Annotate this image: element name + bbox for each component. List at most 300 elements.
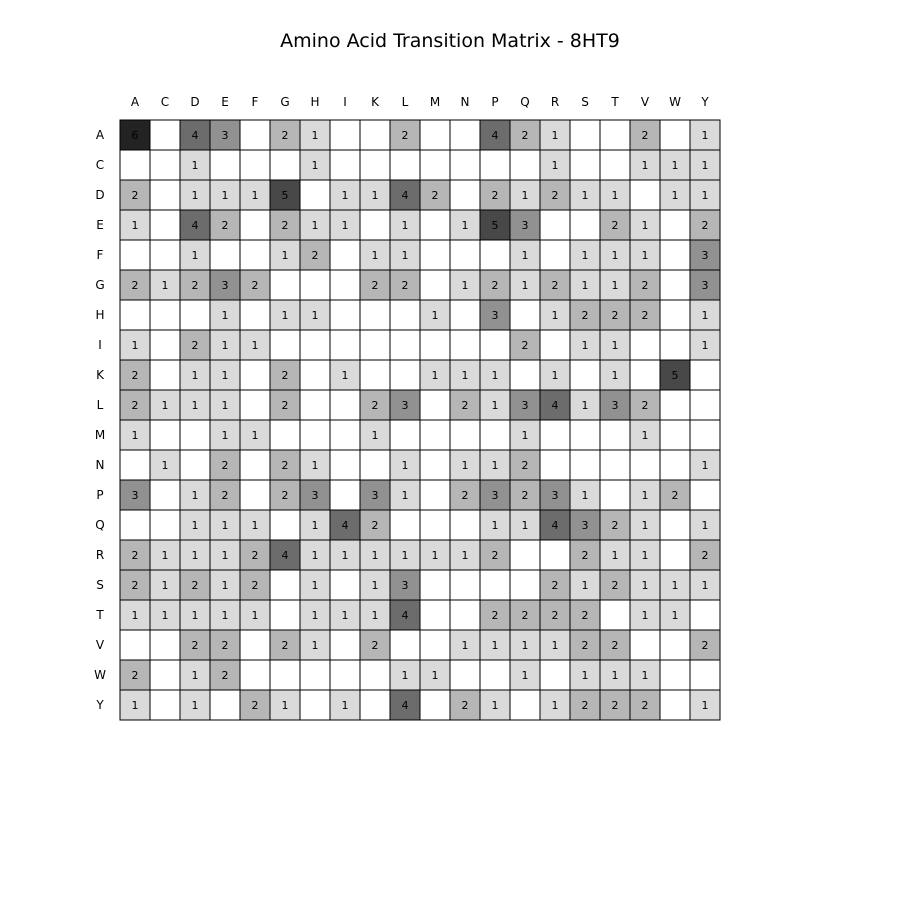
heatmap-cell-S-Q <box>510 570 540 600</box>
cell-value-Q-E: 1 <box>221 519 229 532</box>
heatmap-cell-N-I <box>330 450 360 480</box>
cell-value-K-E: 1 <box>221 369 229 382</box>
cell-value-P-G: 2 <box>281 489 289 502</box>
cell-value-R-L: 1 <box>401 549 409 562</box>
cell-value-V-E: 2 <box>221 639 229 652</box>
cell-value-K-W: 5 <box>671 369 679 382</box>
cell-value-S-K: 1 <box>371 579 379 592</box>
heatmap-cell-I-W <box>660 330 690 360</box>
cell-value-P-Q: 2 <box>521 489 529 502</box>
heatmap-cell-N-A <box>120 450 150 480</box>
heatmap-cell-N-R <box>540 450 570 480</box>
heatmap-cell-V-A <box>120 630 150 660</box>
cell-value-D-L: 4 <box>401 189 409 202</box>
cell-value-R-F: 2 <box>251 549 259 562</box>
heatmap-cell-W-P <box>480 660 510 690</box>
column-label-C: C <box>160 95 170 109</box>
cell-value-R-P: 2 <box>491 549 499 562</box>
cell-value-T-D: 1 <box>191 609 199 622</box>
cell-value-S-Y: 1 <box>701 579 709 592</box>
heatmap-cell-V-I <box>330 630 360 660</box>
cell-value-R-A: 2 <box>131 549 139 562</box>
cell-value-F-T: 1 <box>611 249 619 262</box>
cell-value-R-N: 1 <box>461 549 469 562</box>
heatmap-cell-L-Y <box>690 390 720 420</box>
cell-value-V-K: 2 <box>371 639 379 652</box>
heatmap-cell-V-F <box>240 630 270 660</box>
cell-value-Y-P: 1 <box>491 699 499 712</box>
row-label-K: K <box>96 368 104 382</box>
cell-value-R-T: 1 <box>611 549 619 562</box>
heatmap-cell-M-C <box>150 420 180 450</box>
heatmap-cell-R-W <box>660 540 690 570</box>
heatmap-cell-F-C <box>150 240 180 270</box>
column-label-P: P <box>491 95 499 109</box>
cell-value-Y-T: 2 <box>611 699 619 712</box>
cell-value-N-Y: 1 <box>701 459 709 472</box>
heatmap-cell-W-C <box>150 660 180 690</box>
cell-value-Q-Y: 1 <box>701 519 709 532</box>
cell-value-Q-P: 1 <box>491 519 499 532</box>
cell-value-N-E: 2 <box>221 459 229 472</box>
cell-value-S-R: 2 <box>551 579 559 592</box>
cell-value-S-H: 1 <box>311 579 319 592</box>
heatmap-cell-P-I <box>330 480 360 510</box>
cell-value-E-V: 1 <box>641 219 649 232</box>
cell-value-W-Q: 1 <box>521 669 529 682</box>
cell-value-S-C: 1 <box>161 579 169 592</box>
cell-value-K-P: 1 <box>491 369 499 382</box>
heatmap-cell-F-A <box>120 240 150 270</box>
heatmap-cell-S-P <box>480 570 510 600</box>
heatmap-cell-S-G <box>270 570 300 600</box>
heatmap-cell-N-M <box>420 450 450 480</box>
heatmap-cell-K-C <box>150 360 180 390</box>
cell-value-D-I: 1 <box>341 189 349 202</box>
cell-value-Y-F: 2 <box>251 699 259 712</box>
heatmap-cell-A-C <box>150 120 180 150</box>
row-label-S: S <box>96 578 104 592</box>
heatmap-cell-A-F <box>240 120 270 150</box>
cell-value-V-T: 2 <box>611 639 619 652</box>
cell-value-Y-L: 4 <box>401 699 409 712</box>
heatmap-cell-I-V <box>630 330 660 360</box>
heatmap-cell-L-H <box>300 390 330 420</box>
cell-value-I-E: 1 <box>221 339 229 352</box>
cell-value-R-H: 1 <box>311 549 319 562</box>
heatmap-cell-P-M <box>420 480 450 510</box>
cell-value-A-H: 1 <box>311 129 319 142</box>
heatmap-cell-C-F <box>240 150 270 180</box>
cell-value-H-T: 2 <box>611 309 619 322</box>
cell-value-N-C: 1 <box>161 459 169 472</box>
cell-value-K-N: 1 <box>461 369 469 382</box>
heatmap-cell-A-N <box>450 120 480 150</box>
heatmap-cell-N-F <box>240 450 270 480</box>
heatmap-cell-M-H <box>300 420 330 450</box>
cell-value-A-D: 4 <box>191 129 199 142</box>
cell-value-G-L: 2 <box>401 279 409 292</box>
cell-value-G-A: 2 <box>131 279 139 292</box>
cell-value-R-S: 2 <box>581 549 589 562</box>
cell-value-M-K: 1 <box>371 429 379 442</box>
cell-value-E-Y: 2 <box>701 219 709 232</box>
heatmap-cell-M-W <box>660 420 690 450</box>
cell-value-P-K: 3 <box>371 489 379 502</box>
heatmap-cell-D-H <box>300 180 330 210</box>
row-label-Y: Y <box>96 698 104 712</box>
column-label-M: M <box>429 95 441 109</box>
heatmap-cell-I-H <box>300 330 330 360</box>
row-label-N: N <box>95 458 105 472</box>
cell-value-E-E: 2 <box>221 219 229 232</box>
heatmap-cell-S-M <box>420 570 450 600</box>
heatmap-cell-C-L <box>390 150 420 180</box>
cell-value-M-E: 1 <box>221 429 229 442</box>
column-label-E: E <box>221 95 229 109</box>
cell-value-T-P: 2 <box>491 609 499 622</box>
cell-value-W-E: 2 <box>221 669 229 682</box>
cell-value-S-T: 2 <box>611 579 619 592</box>
cell-value-P-D: 1 <box>191 489 199 502</box>
heatmap-cell-M-P <box>480 420 510 450</box>
cell-value-G-Q: 1 <box>521 279 529 292</box>
heatmap-cell-M-G <box>270 420 300 450</box>
cell-value-P-A: 3 <box>131 489 139 502</box>
heatmap-cell-K-H <box>300 360 330 390</box>
cell-value-S-W: 1 <box>671 579 679 592</box>
cell-value-Q-T: 2 <box>611 519 619 532</box>
heatmap-cell-N-K <box>360 450 390 480</box>
cell-value-G-C: 1 <box>161 279 169 292</box>
heatmap-cell-A-S <box>570 120 600 150</box>
cell-value-F-Y: 3 <box>701 249 709 262</box>
heatmap-cell-I-M <box>420 330 450 360</box>
heatmap-cell-H-F <box>240 300 270 330</box>
cell-value-C-Y: 1 <box>701 159 709 172</box>
cell-value-D-F: 1 <box>251 189 259 202</box>
heatmap-cell-F-M <box>420 240 450 270</box>
heatmap-cell-W-K <box>360 660 390 690</box>
cell-value-H-S: 2 <box>581 309 589 322</box>
cell-value-F-K: 1 <box>371 249 379 262</box>
heatmap-cell-M-L <box>390 420 420 450</box>
cell-value-P-E: 2 <box>221 489 229 502</box>
cell-value-E-H: 1 <box>311 219 319 232</box>
cell-value-G-P: 2 <box>491 279 499 292</box>
column-label-F: F <box>251 95 259 109</box>
heatmap-cell-Y-Q <box>510 690 540 720</box>
heatmap-cell-H-Q <box>510 300 540 330</box>
cell-value-V-R: 1 <box>551 639 559 652</box>
cell-value-T-F: 1 <box>251 609 259 622</box>
cell-value-F-Q: 1 <box>521 249 529 262</box>
cell-value-D-P: 2 <box>491 189 499 202</box>
row-label-H: H <box>95 308 105 322</box>
cell-value-T-L: 4 <box>401 609 409 622</box>
cell-value-Q-S: 3 <box>581 519 589 532</box>
cell-value-I-A: 1 <box>131 339 139 352</box>
heatmap-cell-Y-K <box>360 690 390 720</box>
cell-value-D-Y: 1 <box>701 189 709 202</box>
cell-value-K-A: 2 <box>131 369 139 382</box>
heatmap-cell-E-S <box>570 210 600 240</box>
cell-value-T-W: 1 <box>671 609 679 622</box>
column-label-W: W <box>669 95 681 109</box>
row-label-F: F <box>96 248 104 262</box>
cell-value-K-I: 1 <box>341 369 349 382</box>
heatmap-cell-M-M <box>420 420 450 450</box>
cell-value-P-S: 1 <box>581 489 589 502</box>
heatmap-cell-S-N <box>450 570 480 600</box>
cell-value-R-I: 1 <box>341 549 349 562</box>
cell-value-W-T: 1 <box>611 669 619 682</box>
row-label-W: W <box>94 668 106 682</box>
cell-value-G-D: 2 <box>191 279 199 292</box>
cell-value-I-S: 1 <box>581 339 589 352</box>
heatmap-cell-Q-N <box>450 510 480 540</box>
heatmap-cell-M-I <box>330 420 360 450</box>
heatmap-cell-V-M <box>420 630 450 660</box>
cell-value-R-C: 1 <box>161 549 169 562</box>
cell-value-P-H: 3 <box>311 489 319 502</box>
cell-value-A-E: 3 <box>221 129 229 142</box>
cell-value-P-R: 3 <box>551 489 559 502</box>
cell-value-F-L: 1 <box>401 249 409 262</box>
cell-value-E-P: 5 <box>491 219 499 232</box>
cell-value-V-N: 1 <box>461 639 469 652</box>
cell-value-D-K: 1 <box>371 189 379 202</box>
heatmap-cell-R-Q <box>510 540 540 570</box>
cell-value-K-R: 1 <box>551 369 559 382</box>
heatmap-cell-G-H <box>300 270 330 300</box>
heatmap-cell-L-M <box>420 390 450 420</box>
heatmap-cell-V-L <box>390 630 420 660</box>
cell-value-Q-F: 1 <box>251 519 259 532</box>
heatmap-cell-C-T <box>600 150 630 180</box>
heatmap-cell-M-D <box>180 420 210 450</box>
heatmap-cell-T-Y <box>690 600 720 630</box>
cell-value-P-L: 1 <box>401 489 409 502</box>
cell-value-G-K: 2 <box>371 279 379 292</box>
heatmap-cell-N-T <box>600 450 630 480</box>
heatmap-cell-K-Q <box>510 360 540 390</box>
cell-value-L-Q: 3 <box>521 399 529 412</box>
cell-value-C-H: 1 <box>311 159 319 172</box>
cell-value-V-H: 1 <box>311 639 319 652</box>
heatmap-cell-K-K <box>360 360 390 390</box>
heatmap-cell-F-R <box>540 240 570 270</box>
cell-value-A-V: 2 <box>641 129 649 142</box>
cell-value-F-V: 1 <box>641 249 649 262</box>
heatmap-cell-C-A <box>120 150 150 180</box>
heatmap-cell-C-E <box>210 150 240 180</box>
cell-value-T-E: 1 <box>221 609 229 622</box>
cell-value-L-D: 1 <box>191 399 199 412</box>
column-label-V: V <box>640 95 650 109</box>
cell-value-S-D: 2 <box>191 579 199 592</box>
heatmap-cell-P-C <box>150 480 180 510</box>
cell-value-T-I: 1 <box>341 609 349 622</box>
heatmap-cell-C-K <box>360 150 390 180</box>
column-label-H: H <box>310 95 320 109</box>
cell-value-S-E: 1 <box>221 579 229 592</box>
cell-value-Q-D: 1 <box>191 519 199 532</box>
cell-value-H-M: 1 <box>431 309 439 322</box>
heatmap-cell-C-Q <box>510 150 540 180</box>
cell-value-E-D: 4 <box>191 219 199 232</box>
cell-value-L-N: 2 <box>461 399 469 412</box>
cell-value-Q-R: 4 <box>551 519 559 532</box>
heatmap-cell-H-N <box>450 300 480 330</box>
cell-value-T-S: 2 <box>581 609 589 622</box>
cell-value-D-A: 2 <box>131 189 139 202</box>
cell-value-Q-I: 4 <box>341 519 349 532</box>
cell-value-S-F: 2 <box>251 579 259 592</box>
heatmap-cell-F-N <box>450 240 480 270</box>
heatmap-cell-H-I <box>330 300 360 330</box>
cell-value-V-D: 2 <box>191 639 199 652</box>
cell-value-K-T: 1 <box>611 369 619 382</box>
heatmap-cell-D-V <box>630 180 660 210</box>
cell-value-N-G: 2 <box>281 459 289 472</box>
cell-value-D-S: 1 <box>581 189 589 202</box>
cell-value-P-V: 1 <box>641 489 649 502</box>
heatmap-cell-C-C <box>150 150 180 180</box>
cell-value-S-V: 1 <box>641 579 649 592</box>
cell-value-Y-Y: 1 <box>701 699 709 712</box>
cell-value-A-A: 6 <box>131 129 139 142</box>
heatmap-cell-K-L <box>390 360 420 390</box>
cell-value-A-L: 2 <box>401 129 409 142</box>
heatmap-cell-E-R <box>540 210 570 240</box>
cell-value-Y-V: 2 <box>641 699 649 712</box>
cell-value-K-M: 1 <box>431 369 439 382</box>
cell-value-P-N: 2 <box>461 489 469 502</box>
cell-value-V-G: 2 <box>281 639 289 652</box>
column-label-R: R <box>550 95 560 109</box>
cell-value-G-R: 2 <box>551 279 559 292</box>
heatmap-cell-T-M <box>420 600 450 630</box>
cell-value-L-R: 4 <box>551 399 559 412</box>
heatmap-cell-M-N <box>450 420 480 450</box>
heatmap-cell-F-E <box>210 240 240 270</box>
heatmap-cell-V-V <box>630 630 660 660</box>
heatmap-cell-T-G <box>270 600 300 630</box>
cell-value-E-I: 1 <box>341 219 349 232</box>
cell-value-I-D: 2 <box>191 339 199 352</box>
heatmap-cell-V-C <box>150 630 180 660</box>
cell-value-Y-N: 2 <box>461 699 469 712</box>
cell-value-W-A: 2 <box>131 669 139 682</box>
row-label-G: G <box>95 278 105 292</box>
cell-value-L-T: 3 <box>611 399 619 412</box>
cell-value-G-N: 1 <box>461 279 469 292</box>
heatmap-cell-D-C <box>150 180 180 210</box>
cell-value-E-A: 1 <box>131 219 139 232</box>
cell-value-H-Y: 1 <box>701 309 709 322</box>
cell-value-P-P: 3 <box>491 489 499 502</box>
heatmap-cell-A-T <box>600 120 630 150</box>
row-label-D: D <box>95 188 105 202</box>
cell-value-G-F: 2 <box>251 279 259 292</box>
cell-value-R-V: 1 <box>641 549 649 562</box>
heatmap-cell-P-T <box>600 480 630 510</box>
cell-value-D-E: 1 <box>221 189 229 202</box>
heatmap-cell-K-S <box>570 360 600 390</box>
column-label-K: K <box>371 95 379 109</box>
cell-value-N-P: 1 <box>491 459 499 472</box>
heatmap-cell-M-Y <box>690 420 720 450</box>
heatmap-cell-Y-E <box>210 690 240 720</box>
cell-value-V-Y: 2 <box>701 639 709 652</box>
heatmap-cell-Q-A <box>120 510 150 540</box>
cell-value-P-W: 2 <box>671 489 679 502</box>
heatmap-cell-W-I <box>330 660 360 690</box>
cell-value-I-F: 1 <box>251 339 259 352</box>
cell-value-H-V: 2 <box>641 309 649 322</box>
heatmap-cell-Q-G <box>270 510 300 540</box>
cell-value-C-V: 1 <box>641 159 649 172</box>
column-label-A: A <box>130 95 140 109</box>
cell-value-F-G: 1 <box>281 249 289 262</box>
cell-value-M-Q: 1 <box>521 429 529 442</box>
cell-value-Y-R: 1 <box>551 699 559 712</box>
cell-value-M-F: 1 <box>251 429 259 442</box>
heatmap-cell-W-Y <box>690 660 720 690</box>
cell-value-A-Y: 1 <box>701 129 709 142</box>
cell-value-C-D: 1 <box>191 159 199 172</box>
cell-value-Y-D: 1 <box>191 699 199 712</box>
row-label-E: E <box>96 218 104 232</box>
heatmap-cell-S-I <box>330 570 360 600</box>
cell-value-W-D: 1 <box>191 669 199 682</box>
cell-value-S-S: 1 <box>581 579 589 592</box>
cell-value-C-W: 1 <box>671 159 679 172</box>
heatmap-cell-Q-W <box>660 510 690 540</box>
heatmap-cell-E-K <box>360 210 390 240</box>
heatmap-cell-F-F <box>240 240 270 270</box>
cell-value-A-Q: 2 <box>521 129 529 142</box>
heatmap-cell-I-G <box>270 330 300 360</box>
row-label-I: I <box>98 338 102 352</box>
heatmap-cell-C-N <box>450 150 480 180</box>
heatmap-cell-E-F <box>240 210 270 240</box>
heatmap-cell-G-G <box>270 270 300 300</box>
cell-value-Y-S: 2 <box>581 699 589 712</box>
cell-value-R-Y: 2 <box>701 549 709 562</box>
cell-value-C-R: 1 <box>551 159 559 172</box>
column-label-S: S <box>581 95 589 109</box>
column-label-L: L <box>401 95 409 109</box>
cell-value-H-E: 1 <box>221 309 229 322</box>
cell-value-S-A: 2 <box>131 579 139 592</box>
heatmap-cell-D-N <box>450 180 480 210</box>
cell-value-Y-G: 1 <box>281 699 289 712</box>
cell-value-L-E: 1 <box>221 399 229 412</box>
row-label-Q: Q <box>95 518 105 532</box>
heatmap-cell-Q-L <box>390 510 420 540</box>
heatmap-cell-F-P <box>480 240 510 270</box>
heatmap-cell-W-H <box>300 660 330 690</box>
cell-value-R-E: 1 <box>221 549 229 562</box>
cell-value-L-P: 1 <box>491 399 499 412</box>
cell-value-D-T: 1 <box>611 189 619 202</box>
heatmap-cell-Y-H <box>300 690 330 720</box>
cell-value-D-M: 2 <box>431 189 439 202</box>
column-label-T: T <box>611 95 619 109</box>
heatmap-cell-A-I <box>330 120 360 150</box>
